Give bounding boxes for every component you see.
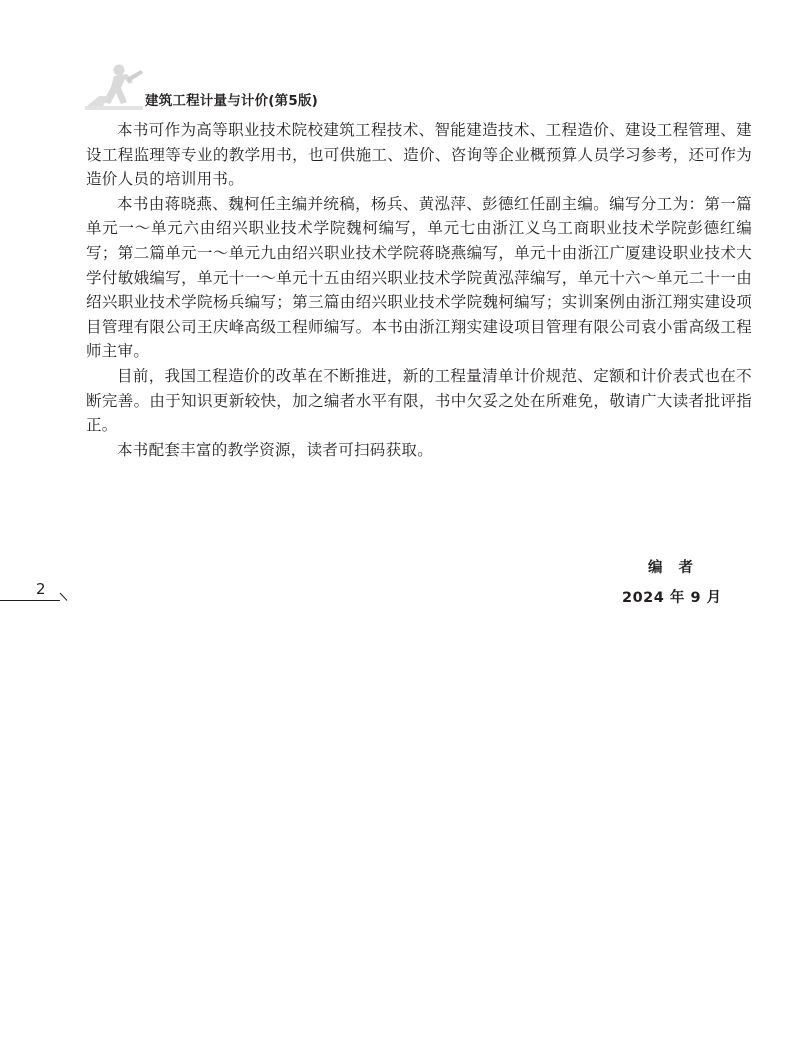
signature-author: 编者 [648, 560, 709, 576]
running-head [83, 62, 383, 112]
paragraph-resources: 本书配套丰富的教学资源，读者可扫码获取。 [117, 440, 434, 459]
paragraph-authors: 本书由蒋晓燕、魏柯任主编并统稿，杨兵、黄泓萍、彭德红任副主编。编写分工为：第一篇单元一～单元六由绍兴职业技术学院魏柯编写，单元七由浙江义乌工商职业技术学院彭德红编写；第二篇单元一～单元九由绍兴职业技术学院蒋晓燕编写，单元十由浙江广厦建设职业技术大学付敏娥编写，单元十一～单元十五由绍兴职业技术学院黄泓萍编写，单元十六～单元二十一由绍兴职业技术学院杨兵编写；第三篇由绍兴职业技术学院魏柯编写；实训案例由浙江翔实建设项目管理有限公司王庆峰高级工程师编写。本书由浙江翔实建设项目管理有限公司袁小雷高级工程师主审。 [86, 194, 752, 361]
signature-date: 2024 年 9 月 [622, 590, 722, 606]
construction-worker-icon [83, 62, 147, 112]
paragraph-reform: 目前，我国工程造价的改革在不断推进，新的工程量清单计价规范、定额和计价表式也在不断完善。由于知识更新较快，加之编者水平有限，书中欠妥之处在所难免，敬请广大读者批评指正。 [86, 366, 752, 435]
page-number: 2 [36, 580, 46, 598]
preface-body [86, 118, 752, 462]
page-footer [0, 580, 80, 610]
paragraph-usage: 本书可作为高等职业技术院校建筑工程技术、智能建造技术、工程造价、建设工程管理、建设工程监理等专业的教学用书，也可供施工、造价、咨询等企业概预算人员学习参考，还可作为造价人员的培训用书。 [86, 121, 752, 189]
book-title: 建筑工程计量与计价(第5版) [145, 93, 319, 109]
